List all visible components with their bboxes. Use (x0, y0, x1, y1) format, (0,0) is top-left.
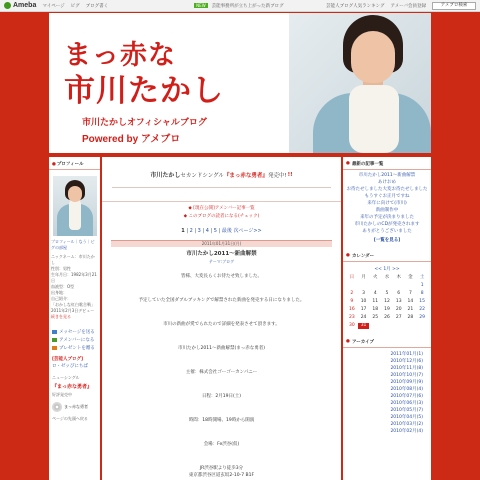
calendar-weekday: 月 (361, 275, 366, 280)
banner-end: 発売中! (267, 172, 287, 179)
banner-name: 市川たかし (150, 172, 181, 179)
rec-title: [芸能人ブログ] (52, 357, 84, 362)
profile-nav[interactable]: プロフィール｜なう｜ピグの部屋 (51, 239, 95, 250)
profile-line: ニックネーム：市川たかし (51, 254, 95, 265)
calendar-day: 15 (419, 299, 425, 304)
latest-item[interactable]: 市川たかしのCDが発売されます (354, 222, 420, 227)
archive-item[interactable]: 2010年11月(8) (390, 366, 423, 371)
calendar-day (369, 283, 381, 289)
pager-page[interactable]: 2 (189, 228, 193, 234)
banner-text: セカンドシングル (180, 172, 224, 179)
calendar-day: 30 (348, 323, 355, 328)
calendar-weekday: 水 (384, 275, 390, 280)
profile-details (49, 251, 100, 320)
archive-item[interactable]: 2010年07月(6) (390, 394, 423, 399)
latest-item[interactable]: 市川たかし2011〜新曲解禁 (358, 173, 416, 178)
calendar-day: 6 (397, 291, 401, 296)
main-links (102, 201, 341, 221)
latest-title-text: 最新の記事一覧 (351, 162, 384, 167)
profile-more-link[interactable]: 続きを見る (51, 314, 71, 319)
profile-line: 生年月日：1982年3月21日 (51, 272, 97, 283)
spacer (102, 424, 341, 441)
calendar-day: 1 (420, 283, 424, 288)
calendar-weekday: 土 (419, 275, 425, 280)
register-link[interactable]: アメーバ会員登録 (390, 3, 426, 9)
entry-paragraph: 市川たかし2011〜新曲解禁(まっ赤な勇者) (178, 346, 265, 351)
calendar-day: 19 (384, 307, 390, 312)
calendar-day (346, 283, 358, 289)
new-badge: NEW (196, 3, 206, 8)
pager: 1 | 2 | 3 | 4 | 5 | 最後 次ページ>> (181, 228, 262, 234)
top-nav-pigg[interactable]: ピグ (70, 3, 80, 9)
bullet-icon: ● (346, 253, 350, 258)
latest-item[interactable]: 来年の予定が決まりました (360, 215, 414, 220)
photo-scarf (349, 85, 399, 153)
top-nav-write[interactable]: ブログ書く (85, 3, 109, 9)
send-gift-text: プレゼントを贈る (59, 346, 95, 351)
archive-list (343, 348, 431, 435)
entry-date: 2011年01月31日(月) (111, 240, 332, 247)
entry-paragraph: 会場：Fe渋谷(仮) (203, 442, 240, 447)
become-member-text: アメンバーになる (59, 338, 95, 343)
calendar-day: 13 (395, 299, 402, 304)
archive-item[interactable]: 2010年12月(6) (390, 359, 423, 364)
profile-line: 性別：男性 (51, 266, 71, 271)
calendar-day: 18 (372, 307, 379, 312)
spacer (102, 400, 341, 417)
calendar-day: 7 (408, 291, 412, 296)
archive-item[interactable]: 2010年08月(4) (390, 387, 423, 392)
calendar-day[interactable]: 31 (358, 323, 370, 329)
archive-title (343, 335, 431, 348)
spacer (102, 328, 341, 345)
entry-paragraph: 予定していた全国ダブルブッキングで解禁された新曲を発売する日になりました。 (138, 298, 305, 303)
spacer (102, 448, 341, 465)
calendar-day (381, 283, 393, 289)
archive-item[interactable]: 2010年05月(7) (390, 408, 423, 413)
bullet-icon: ● (346, 339, 350, 344)
header-photo (289, 13, 431, 153)
calendar-day: 20 (395, 307, 402, 312)
calendar-day: 28 (407, 315, 414, 320)
calendar-day: 4 (373, 291, 377, 296)
pager-page[interactable]: 3 (197, 228, 201, 234)
top-right (326, 2, 476, 10)
header-title-line2: 市川たかし (64, 73, 224, 108)
archive-item[interactable]: 2010年10月(7) (390, 373, 423, 378)
calendar-day: 27 (395, 315, 402, 320)
entry-paragraph: 時間：18時開場、19時から開演 (188, 418, 255, 423)
calendar-day (393, 283, 405, 289)
bullet-icon: ● (52, 162, 56, 167)
song-sub: 好評発売中 (52, 392, 72, 397)
pager-page[interactable]: 4 (205, 228, 209, 234)
ameba-logo-text: Ameba (13, 2, 37, 9)
calendar-day: 22 (419, 307, 425, 312)
header-powered: Powered by アメブロ (82, 134, 181, 145)
profile-title-text: プロフィール (56, 162, 84, 167)
ameba-logo[interactable] (4, 2, 36, 9)
pager-last[interactable]: 最後 (221, 228, 232, 234)
calendar-day: 2 (350, 291, 354, 296)
calendar-day (405, 283, 417, 289)
entry-category[interactable]: テーマ:ブログ (208, 259, 235, 264)
calendar-day: 8 (420, 291, 424, 296)
latest-item[interactable]: 新曲制作中 (375, 208, 399, 213)
entry-paragraph: JR渋谷駅より徒歩3分 (199, 466, 244, 471)
main-content (102, 157, 341, 480)
release-banner[interactable] (112, 162, 331, 188)
rec-link[interactable]: ロ・ゼッぴにちば (52, 364, 88, 369)
calendar-weekday: 金 (408, 275, 413, 280)
banner-song: 『まっ赤な勇者』 (223, 172, 268, 179)
archive-item[interactable]: 2010年09月(9) (390, 380, 423, 385)
calendar-weekday: 木 (396, 275, 401, 280)
profile-line: 出身地： (51, 290, 67, 295)
member-articles-link[interactable] (102, 205, 341, 213)
cd-label: まっ赤な勇者 (64, 404, 88, 409)
top-nav (42, 3, 114, 9)
calendar-grid (346, 275, 428, 329)
latest-item[interactable]: もうすぐお正月ですね (364, 194, 410, 199)
song-title[interactable]: 『まっ赤な勇者』 (52, 384, 93, 390)
member-articles-text: [現在公開]アメンバー記事一覧 (193, 206, 255, 211)
archive-item[interactable]: 2010年06月(3) (390, 401, 423, 406)
new-single-text: ニューシングル (52, 375, 80, 380)
latest-more-link[interactable]: [一覧を見る] (373, 238, 401, 243)
mail-icon (52, 330, 57, 334)
ameba-topbar (0, 0, 480, 12)
latest-title (343, 157, 431, 170)
top-nav-mypage[interactable]: マイページ (42, 3, 65, 9)
calendar-day: 10 (360, 299, 367, 304)
entry-title[interactable]: 市川たかし2011〜新曲解禁 (186, 251, 257, 257)
calendar-day: 5 (385, 291, 389, 296)
calendar-day: 24 (360, 315, 367, 320)
spacer (102, 280, 341, 297)
thumb-face (68, 186, 82, 202)
calendar-day: 29 (419, 315, 425, 320)
send-gift-link[interactable] (49, 344, 100, 352)
cd-icon (52, 402, 62, 412)
entry-paragraph: 東京都渋谷区道玄坂2-10-7 B1F (188, 473, 255, 478)
profile-line: 2011年2月3日デビュー (51, 308, 95, 313)
entry-paragraph: 日程：2月19日(土) (201, 394, 242, 399)
gift-icon (52, 346, 57, 350)
calendar-day: 12 (384, 299, 390, 304)
archive-item[interactable]: 2010年02月(4) (390, 429, 423, 434)
calendar-day: 3 (362, 291, 365, 296)
reader-link[interactable] (102, 213, 341, 221)
header-subtitle: 市川たかしオフィシャルブログ (82, 117, 207, 127)
latest-item[interactable]: あけおめ (378, 180, 396, 185)
page-top-link[interactable]: ページの先頭へ戻る (52, 416, 88, 421)
reader-text: このブログの読者になる(チェック) (188, 214, 260, 219)
reader-icon: ◆ (183, 214, 188, 219)
calendar-day: 25 (372, 315, 379, 320)
calendar-month-nav[interactable]: << 1月 >> (374, 267, 400, 272)
right-sidebar (343, 157, 431, 480)
calendar-day: 9 (350, 299, 354, 304)
calendar-weekday: 日 (349, 275, 355, 280)
profile-line: 「おかしな紅白歌合戦」 (51, 302, 95, 307)
left-sidebar (49, 157, 100, 480)
calendar-day: 26 (384, 315, 390, 320)
calendar-day: 23 (348, 315, 355, 320)
send-message-link[interactable] (49, 328, 100, 336)
latest-item[interactable]: お待たせしました大変お待たせしました (346, 187, 428, 192)
calendar-day: 11 (372, 299, 379, 304)
calendar-title-text: カレンダー (351, 254, 375, 259)
search-button[interactable]: アメブロ検索 (432, 2, 476, 10)
calendar-title (343, 249, 431, 262)
send-message-text: メッセージを送る (59, 330, 95, 335)
archive-item[interactable]: 2010年04月(5) (390, 415, 423, 420)
calendar-weekday: 火 (373, 275, 378, 280)
pager-next[interactable]: 次ページ>> (233, 228, 262, 234)
spacer (102, 376, 341, 393)
header-title-line1: まっ赤な (64, 40, 176, 70)
latest-item[interactable]: ありがとうございました (362, 229, 412, 234)
ranking-link[interactable]: 芸能人ブログ人気ランキング (326, 3, 385, 9)
calendar-day: 17 (360, 307, 367, 312)
info-icon: ◆ (188, 206, 192, 211)
spacer (49, 320, 100, 328)
pager-current: 1 (181, 228, 185, 234)
latest-list (343, 170, 431, 235)
archive-title-text: アーカイブ (351, 340, 374, 345)
photo-face (351, 31, 395, 83)
spacer (102, 304, 341, 321)
cd-item[interactable] (52, 401, 92, 413)
entry-body (102, 273, 341, 479)
archive-item[interactable]: 2011年01月(1) (390, 352, 423, 357)
latest-item[interactable]: 来年に向けて(市川) (367, 201, 407, 206)
thumb-scarf (69, 200, 81, 230)
bullet-icon: ● (346, 161, 350, 166)
entry-paragraph: 皆様、大変長らくお待たせ致しました。 (181, 274, 262, 279)
member-icon (52, 338, 57, 342)
exclaim-icon: !! (287, 171, 293, 178)
calendar-day (358, 283, 370, 289)
ameba-logo-icon (4, 2, 11, 9)
calendar-day: 14 (407, 299, 414, 304)
calendar-day: 21 (407, 307, 414, 312)
calendar-day: 16 (348, 307, 355, 312)
profile-line: 血液型：O型 (51, 284, 75, 289)
top-promo-link[interactable]: 芸能事務所が立ち上がった新ブログ (211, 3, 284, 9)
spacer (102, 352, 341, 369)
entry-paragraph: 市川の新曲が愛でられたので詳細を発表させて頂きます。 (163, 322, 280, 327)
archive-item[interactable]: 2010年03月(2) (390, 422, 423, 427)
blog-header[interactable] (49, 13, 431, 153)
profile-title (49, 157, 100, 170)
profile-photo[interactable] (53, 176, 97, 236)
pager-page[interactable]: 5 (213, 228, 217, 234)
profile-line: 自己紹介： (51, 296, 71, 301)
entry-paragraph: 主催：株式会社ゴーゴーカンパニー (185, 370, 258, 375)
become-member-link[interactable] (49, 336, 100, 344)
